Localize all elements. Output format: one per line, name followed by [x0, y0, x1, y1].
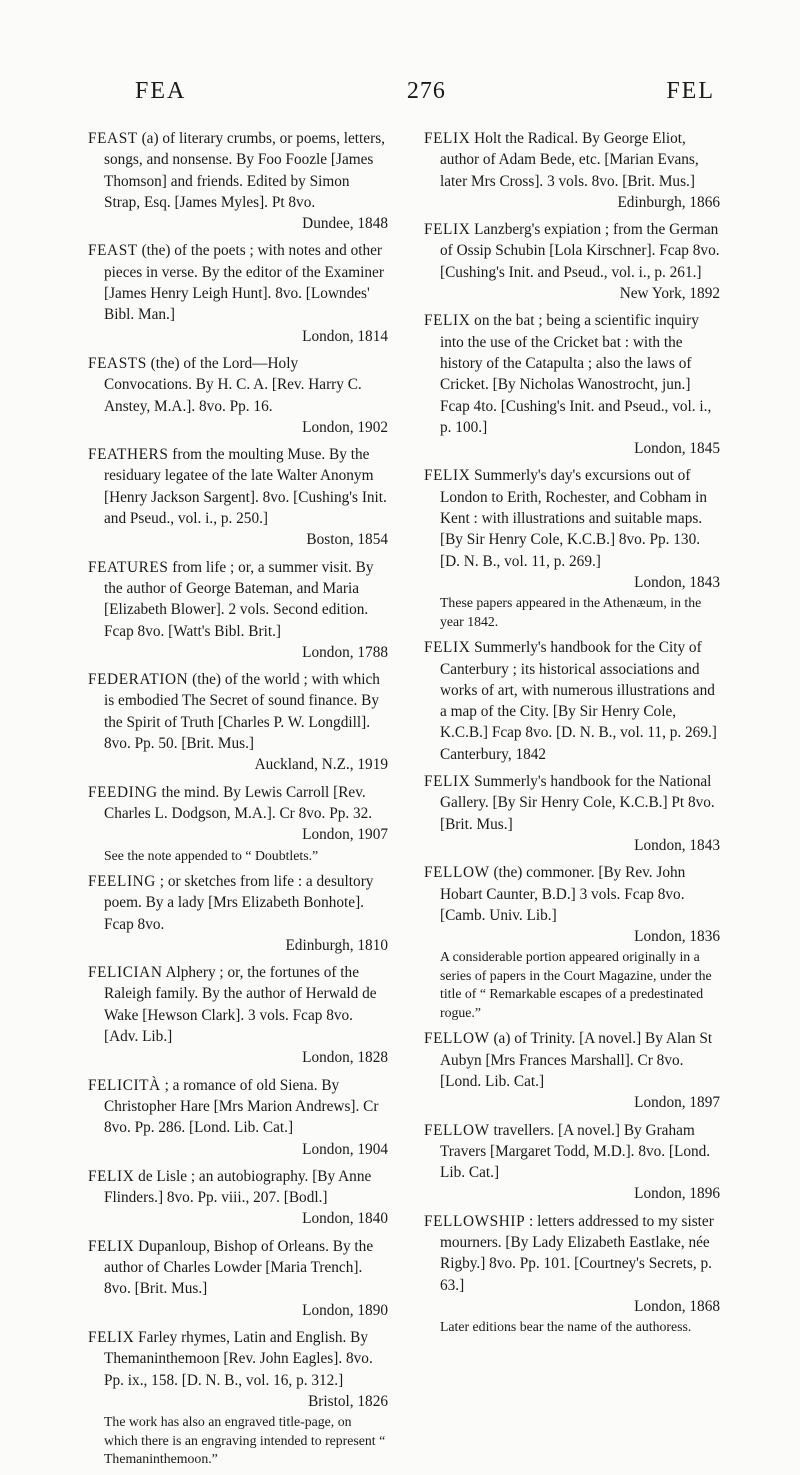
bibliography-entry: [424, 1028, 720, 1113]
entry-text: [424, 1028, 720, 1092]
entry-imprint: Edinburgh, 1866: [617, 193, 720, 211]
entry-headword: FELIX: [424, 221, 471, 239]
entry-text: [88, 1236, 388, 1300]
entry-description: ; a romance of old Siena. By Christopher Hare [Mrs Marion Andrews]. Cr 8vo. Pp. 286. [Lond. Lib. Cat.]: [104, 1076, 379, 1137]
entry-imprint: New York, 1892: [619, 285, 720, 303]
entry-imprint: Bristol, 1826: [308, 1392, 388, 1410]
entry-text: [424, 465, 720, 571]
entry-imprint: London, 1840: [302, 1210, 388, 1228]
entry-imprint: Edinburgh, 1810: [285, 936, 388, 954]
entry-text: [424, 1211, 720, 1296]
entry-headword: FELLOW: [424, 1030, 490, 1048]
entry-headword: FELICITÀ: [88, 1076, 161, 1094]
entry-headword: FELIX: [424, 130, 471, 147]
entry-description: Summerly's day's excursions out of London to Erith, Rochester, and Cobham in Kent : with illustrations and suitable maps. [By Sir Henry Cole, K.C.B.] 8vo. Pp. 130. [D. N. B., vol. 11, p. 269.]: [440, 467, 708, 570]
entry-description: (a) of literary crumbs, or poems, letters, songs, and nonsense. By Foo Foozle [James Thomson] and friends. Edited by Simon Strap, Esq. [James Myles]. Pt 8vo.: [104, 130, 385, 211]
right-column: [424, 128, 720, 1343]
entry-headword: FELIX: [424, 467, 471, 485]
entry-note: The work has also an engraved title-page, on which there is an engraving intended to represent “ Themaninthemoon.”: [104, 1414, 386, 1467]
entry-imprint: London, 1843: [634, 836, 720, 854]
entry-imprint: London, 1814: [302, 327, 388, 345]
entry-description: from life ; or, a summer visit. By the author of George Bateman, and Maria [Elizabeth Blower]. 2 vols. Second edition. Fcap 8vo. [Watt's Bibl. Brit.]: [104, 558, 374, 640]
entry-text: [88, 1327, 388, 1391]
entry-text: [88, 962, 388, 1047]
entry-text: [88, 128, 388, 213]
bibliography-entry: [424, 219, 720, 304]
bibliography-entry: [88, 1075, 388, 1160]
entry-imprint: London, 1788: [302, 643, 388, 661]
bibliography-entry: [424, 128, 720, 213]
bibliography-entry: [88, 782, 388, 865]
bibliography-entry: [88, 353, 388, 438]
entry-imprint: London, 1907: [302, 826, 388, 844]
entry-text: [424, 637, 720, 765]
bibliography-entry: [88, 128, 388, 234]
entry-description: travellers. [A novel.] By Graham Travers [Margaret Todd, M.D.]. 8vo. [Lond. Lib. Cat.]: [440, 1121, 711, 1182]
running-header: [135, 78, 715, 105]
entry-text: [88, 871, 388, 935]
bibliography-entry: [88, 669, 388, 775]
entry-headword: FEASTS: [88, 354, 147, 372]
entry-text: [424, 128, 720, 192]
bibliography-entry: [88, 557, 388, 663]
bibliography-entry: [424, 771, 720, 856]
entry-headword: FELIX: [88, 1167, 135, 1185]
entry-text: [88, 353, 388, 417]
entry-text: [88, 1166, 388, 1209]
entry-description: Holt the Radical. By George Eliot, author of Adam Bede, etc. [Marian Evans, later Mrs Cross]. 3 vols. 8vo. [Brit. Mus.]: [440, 130, 699, 190]
entry-description: (the) of the poets ; with notes and other pieces in verse. By the editor of the Examiner [James Henry Leigh Hunt]. 8vo. [Lowndes' Bibl. Man.]: [104, 242, 384, 324]
bibliography-entry: [424, 1211, 720, 1337]
header-left-guide: FEA: [135, 78, 187, 104]
entry-text: [88, 782, 388, 825]
bibliography-entry: [88, 240, 388, 346]
entry-note: A considerable portion appeared originally in a series of papers in the Court Magazine, under the title of “ Remarkable escapes of a predestinated rogue.”: [440, 949, 712, 1020]
entry-text: [424, 771, 720, 835]
entry-text: [88, 669, 388, 754]
bibliography-entry: [88, 962, 388, 1068]
entry-description: Summerly's handbook for the National Gallery. [By Sir Henry Cole, K.C.B.] Pt 8vo. [Brit. Mus.]: [440, 773, 715, 833]
bibliography-entry: [424, 465, 720, 631]
entry-description: de Lisle ; an autobiography. [By Anne Flinders.] 8vo. Pp. viii., 207. [Bodl.]: [104, 1167, 372, 1207]
entry-imprint: London, 1828: [302, 1049, 388, 1067]
bibliography-entry: [88, 444, 388, 550]
entry-headword: FELLOW: [424, 864, 490, 882]
entry-headword: FEATURES: [88, 558, 169, 576]
entry-imprint: London, 1843: [634, 573, 720, 591]
bibliography-entry: [424, 310, 720, 459]
entry-description: (the) of the Lord—Holy Convocations. By H. C. A. [Rev. Harry C. Anstey, M.A.]. 8vo. Pp. 16.: [104, 354, 362, 415]
bibliography-entry: [424, 637, 720, 765]
entry-description: Farley rhymes, Latin and English. By Themaninthemoon [Rev. John Eagles]. 8vo. Pp. ix., 158. [D. N. B., vol. 16, p. 312.]: [104, 1328, 373, 1389]
entry-description: : letters addressed to my sister mourners. [By Lady Elizabeth Eastlake, née Rigby.] 8vo. Pp. 101. [Courtney's Secrets, p. 63.]: [440, 1212, 714, 1294]
entry-headword: FELLOW: [424, 1121, 490, 1139]
entry-imprint: London, 1904: [302, 1140, 388, 1158]
entry-text: [424, 219, 720, 283]
entry-headword: FEELING: [88, 873, 156, 890]
entry-description: Dupanloup, Bishop of Orleans. By the author of Charles Lowder [Maria Trench]. 8vo. [Brit. Mus.]: [104, 1237, 374, 1298]
entry-imprint: London, 1896: [634, 1185, 720, 1203]
entry-headword: FELIX: [88, 1237, 135, 1255]
header-right-guide: FEL: [666, 78, 715, 104]
entry-headword: FEEDING: [88, 783, 158, 801]
entry-headword: FELIX: [424, 773, 471, 791]
entry-note: These papers appeared in the Athenæum, in the year 1842.: [440, 595, 702, 629]
entry-text: [88, 240, 388, 325]
entry-description: (the) of the world ; with which is embodied The Secret of sound finance. By the Spirit of Truth [Charles P. W. Longdill]. 8vo. Pp. 50. [Brit. Mus.]: [104, 671, 380, 753]
left-column: [88, 128, 388, 1475]
bibliography-entry: [88, 871, 388, 956]
entry-imprint: London, 1868: [634, 1297, 720, 1315]
entry-headword: FELIX: [424, 312, 471, 330]
entry-note: Later editions bear the name of the authoress.: [440, 1319, 692, 1335]
entry-imprint: London, 1836: [634, 928, 720, 946]
entry-text: [424, 1120, 720, 1184]
entry-imprint: London, 1902: [302, 418, 388, 436]
entry-headword: FEATHERS: [88, 446, 169, 464]
entry-headword: FEDERATION: [88, 671, 189, 689]
entry-description: on the bat ; being a scientific inquiry into the use of the Cricket bat : with the history of the Catapulta ; also the laws of Cricket. [By Nicholas Wanostrocht, jun.] Fcap 4to. [Cushing's Init. and Pseud., vol. i., p. 100.]: [440, 312, 712, 436]
entry-imprint: London, 1890: [302, 1301, 388, 1319]
entry-description: from the moulting Muse. By the residuary legatee of the late Walter Anonym [Henry Jackson Sargent]. 8vo. [Cushing's Init. and Pseud., vol. i., p. 250.]: [104, 446, 387, 528]
entry-headword: FEAST: [88, 242, 138, 260]
entry-description: (the) commoner. [By Rev. John Hobart Caunter, B.D.] 3 vols. Fcap 8vo. [Camb. Univ. Lib.]: [440, 864, 686, 924]
entry-description: Summerly's handbook for the City of Canterbury ; its historical associations and works of art, with numerous illustrations and a map of the City. [By Sir Henry Cole, K.C.B.] Fcap 8vo. [D. N. B., vol. 11, p. 269.] Canterbury, 1842: [440, 639, 717, 763]
entry-description: Alphery ; or, the fortunes of the Raleigh family. By the author of Herwald de Wake [Hewson Clark]. 3 vols. Fcap 8vo. [Adv. Lib.]: [104, 964, 377, 1046]
entry-note: See the note appended to “ Doubtlets.”: [104, 847, 319, 863]
entry-headword: FELIX: [88, 1328, 135, 1346]
entry-headword: FEAST: [88, 130, 138, 147]
entry-description: Lanzberg's expiation ; from the German of Ossip Schubin [Lola Kirschner]. Fcap 8vo. [Cushing's Init. and Pseud., vol. i., p. 261.]: [440, 221, 720, 281]
bibliography-entry: [88, 1236, 388, 1321]
bibliography-entry: [424, 1120, 720, 1205]
entry-headword: FELICIAN: [88, 964, 163, 982]
entry-headword: FELIX: [424, 639, 471, 657]
entry-text: [88, 1075, 388, 1139]
entry-text: [88, 557, 388, 642]
entry-imprint: Auckland, N.Z., 1919: [254, 756, 388, 774]
entry-description: (a) of Trinity. [A novel.] By Alan St Aubyn [Mrs Frances Marshall]. Cr 8vo. [Lond. Lib. Cat.]: [440, 1030, 713, 1090]
entry-text: [424, 310, 720, 438]
entry-imprint: Dundee, 1848: [302, 215, 388, 233]
bibliography-entry: [88, 1327, 388, 1469]
entry-imprint: Boston, 1854: [306, 531, 388, 549]
bibliography-entry: [88, 1166, 388, 1230]
entry-imprint: London, 1897: [634, 1094, 720, 1112]
bibliography-entry: [424, 862, 720, 1022]
entry-imprint: London, 1845: [634, 440, 720, 458]
entry-description: the mind. By Lewis Carroll [Rev. Charles L. Dodgson, M.A.]. Cr 8vo. Pp. 32.: [104, 783, 373, 822]
page-number: 276: [406, 78, 446, 104]
entry-text: [88, 444, 388, 529]
entry-headword: FELLOWSHIP: [424, 1212, 526, 1230]
entry-description: ; or sketches from life : a desultory poem. By a lady [Mrs Elizabeth Bonhote]. Fcap 8vo.: [104, 873, 374, 933]
entry-text: [424, 862, 720, 926]
